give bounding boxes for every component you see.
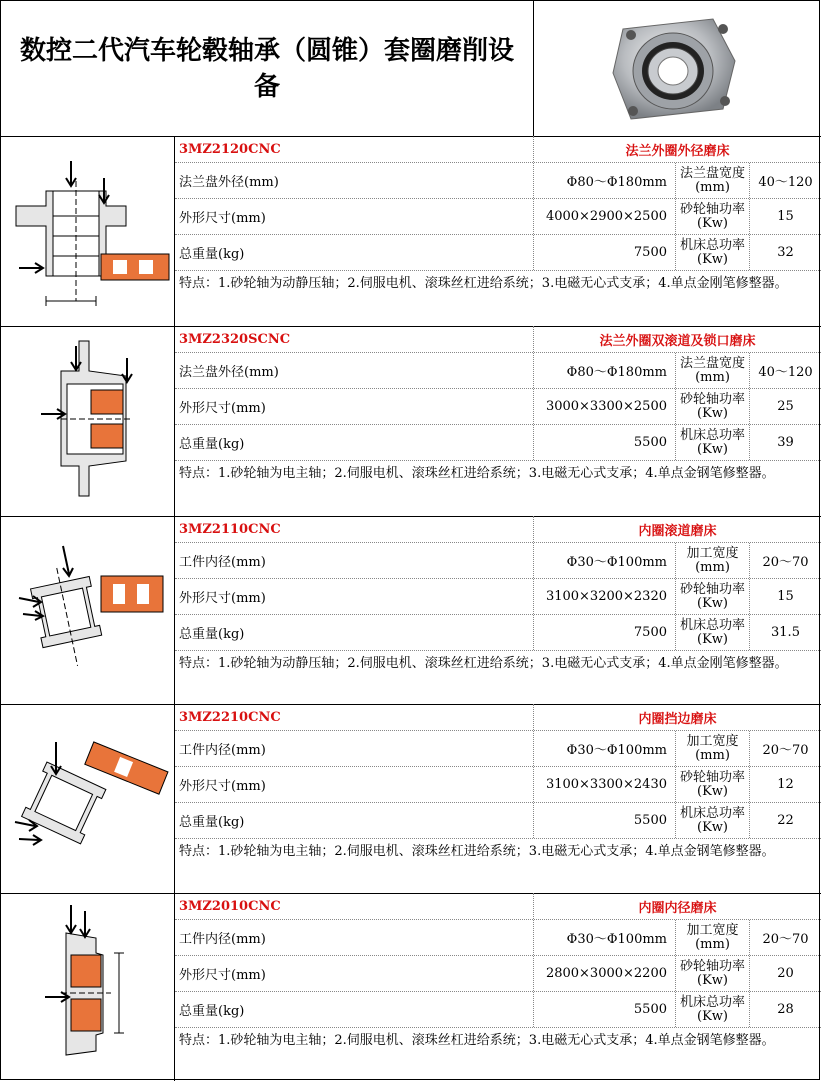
model-row: [175, 516, 821, 543]
inner-ring-bore-diagram: [1, 893, 175, 1081]
param-label: 加工宽度(mm): [675, 543, 749, 578]
param-value: 20～70: [749, 543, 821, 578]
bearing-photo: [535, 1, 821, 136]
spec-label: 总重量(kg): [179, 247, 245, 262]
model-row: [175, 326, 821, 353]
machine-section-3mz2210: [1, 704, 821, 894]
machine-name: 内圈内径磨床: [533, 893, 821, 919]
machine-name: 内圈滚道磨床: [533, 516, 821, 542]
spec-row: [175, 425, 821, 461]
spec-value: 3100×3200×2320: [533, 579, 675, 614]
param-value: 20～70: [749, 731, 821, 766]
spec-label: 外形尺寸(mm): [179, 401, 266, 416]
param-label: 法兰盘宽度(mm): [675, 353, 749, 388]
flange-double-raceway-diagram: [1, 326, 175, 516]
machine-section-3mz2320s: [1, 326, 821, 517]
flange-outer-ring-diagram: [1, 136, 175, 326]
machine-section-3mz2010: [1, 893, 821, 1081]
spec-row: [175, 199, 821, 235]
spec-value: Φ30～Φ100mm: [533, 731, 675, 766]
spec-value: 7500: [533, 235, 675, 270]
spec-row: [175, 731, 821, 767]
spec-row: [175, 767, 821, 803]
spec-row: [175, 543, 821, 579]
param-label: 机床总功率(Kw): [675, 992, 749, 1027]
param-value: 31.5: [749, 615, 821, 650]
feature-text: 特点：1.砂轮轴为电主轴；2.伺服电机、滚珠丝杠进给系统；3.电磁无心式支承；4.单点金钢笔修整器。: [179, 1033, 775, 1048]
param-label: 砂轮轴功率(Kw): [675, 579, 749, 614]
spec-value: 5500: [533, 992, 675, 1027]
machine-name: 法兰外圈外径磨床: [533, 136, 821, 162]
param-value: 20～70: [749, 920, 821, 955]
spec-value: Φ30～Φ100mm: [533, 920, 675, 955]
spec-label: 总重量(kg): [179, 1004, 245, 1019]
machine-section-3mz2110: [1, 516, 821, 705]
spec-row: [175, 163, 821, 199]
spec-label: 总重量(kg): [179, 815, 245, 830]
spec-label: 外形尺寸(mm): [179, 591, 266, 606]
inner-ring-rib-diagram: [1, 704, 175, 893]
spec-row: [175, 235, 821, 271]
model-row: [175, 136, 821, 163]
param-label: 加工宽度(mm): [675, 731, 749, 766]
spec-value: 4000×2900×2500: [533, 199, 675, 234]
spec-row: [175, 803, 821, 839]
spec-row: [175, 920, 821, 956]
feature-text: 特点：1.砂轮轴为动静压轴；2.伺服电机、滚珠丝杠进给系统；3.电磁无心式支承；4.单点金刚笔修整器。: [179, 276, 788, 291]
param-label: 砂轮轴功率(Kw): [675, 767, 749, 802]
param-value: 39: [749, 425, 821, 460]
inner-ring-raceway-diagram: [1, 516, 175, 704]
param-label: 砂轮轴功率(Kw): [675, 199, 749, 234]
spec-value: Φ80～Φ180mm: [533, 163, 675, 198]
model-row: [175, 893, 821, 920]
spec-row: [175, 615, 821, 651]
header: [1, 1, 821, 137]
param-value: 22: [749, 803, 821, 838]
param-label: 机床总功率(Kw): [675, 235, 749, 270]
param-value: 15: [749, 199, 821, 234]
machine-section-3mz2120: [1, 136, 821, 327]
param-value: 25: [749, 389, 821, 424]
spec-label: 法兰盘外径(mm): [179, 365, 279, 380]
feature-text: 特点：1.砂轮轴为电主轴；2.伺服电机、滚珠丝杠进给系统；3.电磁无心式支承；4.单点金钢笔修整器。: [179, 844, 775, 859]
spec-label: 工件内径(mm): [179, 555, 266, 570]
model-code: 3MZ2320SCNC: [179, 331, 291, 347]
feature-text: 特点：1.砂轮轴为动静压轴；2.伺服电机、滚珠丝杠进给系统；3.电磁无心式支承；4.单点金刚笔修整器。: [179, 656, 788, 671]
param-label: 机床总功率(Kw): [675, 425, 749, 460]
spec-row: [175, 579, 821, 615]
param-label: 砂轮轴功率(Kw): [675, 956, 749, 991]
machine-name: 法兰外圈双滚道及锁口磨床: [533, 326, 821, 352]
param-value: 20: [749, 956, 821, 991]
param-value: 40～120: [749, 163, 821, 198]
param-label: 加工宽度(mm): [675, 920, 749, 955]
param-value: 28: [749, 992, 821, 1027]
spec-row: [175, 389, 821, 425]
param-value: 40～120: [749, 353, 821, 388]
spec-label: 法兰盘外径(mm): [179, 175, 279, 190]
param-label: 机床总功率(Kw): [675, 615, 749, 650]
model-code: 3MZ2120CNC: [179, 141, 281, 157]
spec-row: [175, 992, 821, 1028]
spec-value: Φ30～Φ100mm: [533, 543, 675, 578]
spec-value: 5500: [533, 803, 675, 838]
spec-label: 外形尺寸(mm): [179, 779, 266, 794]
param-label: 法兰盘宽度(mm): [675, 163, 749, 198]
spec-row: [175, 353, 821, 389]
spec-value: 3000×3300×2500: [533, 389, 675, 424]
model-code: 3MZ2010CNC: [179, 898, 281, 914]
param-label: 机床总功率(Kw): [675, 803, 749, 838]
model-row: [175, 704, 821, 731]
spec-label: 外形尺寸(mm): [179, 211, 266, 226]
spec-label: 总重量(kg): [179, 437, 245, 452]
spec-value: 2800×3000×2200: [533, 956, 675, 991]
spec-value: Φ80～Φ180mm: [533, 353, 675, 388]
spec-value: 5500: [533, 425, 675, 460]
spec-label: 工件内径(mm): [179, 932, 266, 947]
spec-value: 3100×3300×2430: [533, 767, 675, 802]
param-value: 12: [749, 767, 821, 802]
param-value: 15: [749, 579, 821, 614]
spec-label: 外形尺寸(mm): [179, 968, 266, 983]
model-code: 3MZ2110CNC: [179, 521, 281, 537]
spec-row: [175, 956, 821, 992]
spec-label: 总重量(kg): [179, 627, 245, 642]
machine-name: 内圈挡边磨床: [533, 704, 821, 730]
page-title: 数控二代汽车轮毂轴承（圆锥）套圈磨削设备: [1, 1, 534, 136]
param-value: 32: [749, 235, 821, 270]
model-code: 3MZ2210CNC: [179, 709, 281, 725]
spec-label: 工件内径(mm): [179, 743, 266, 758]
spec-value: 7500: [533, 615, 675, 650]
feature-text: 特点：1.砂轮轴为电主轴；2.伺服电机、滚珠丝杠进给系统；3.电磁无心式支承；4.单点金钢笔修整器。: [179, 466, 775, 481]
param-label: 砂轮轴功率(Kw): [675, 389, 749, 424]
